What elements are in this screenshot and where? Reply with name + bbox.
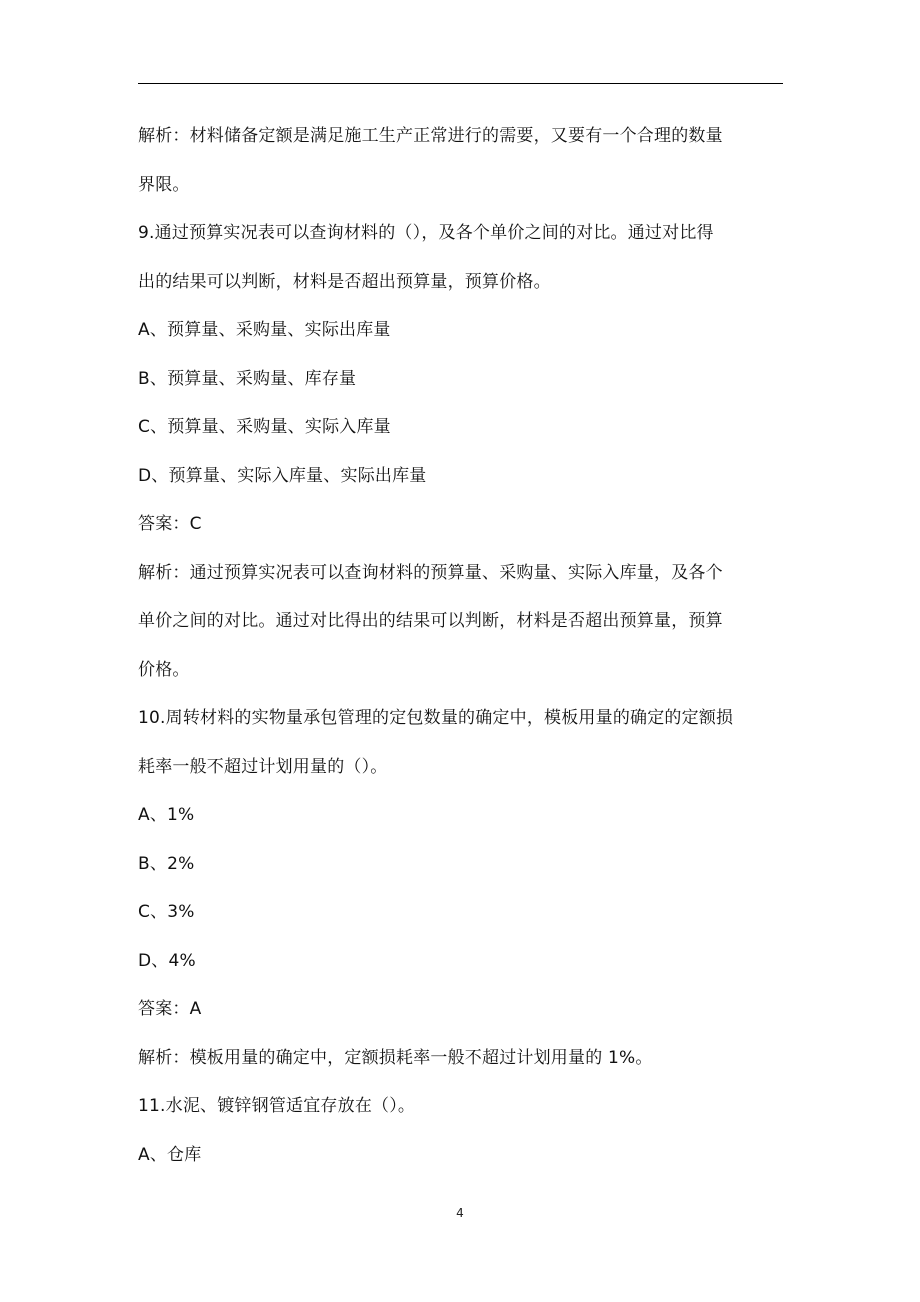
option-d: D、4% — [138, 950, 196, 971]
answer-line: 答案：C — [138, 514, 202, 534]
option-b: B、预算量、采购量、库存量 — [138, 368, 357, 389]
explanation-line: 解析：模板用量的确定中，定额损耗率一般不超过计划用量的 1%。 — [138, 1047, 653, 1068]
text-line: 解析：材料储备定额是满足施工生产正常进行的需要，又要有一个合理的数量 — [138, 126, 723, 146]
option-b: B、2% — [138, 853, 195, 874]
option-a: A、1% — [138, 805, 195, 825]
page-number: 4 — [456, 1206, 464, 1220]
question-line: 11.水泥、镀锌钢管适宜存放在（）。 — [138, 1096, 416, 1116]
option-a: A、仓库 — [138, 1144, 202, 1165]
text-line: 单价之间的对比。通过对比得出的结果可以判断，材料是否超出预算量，预算 — [138, 611, 723, 631]
question-line: 10.周转材料的实物量承包管理的定包数量的确定中，模板用量的确定的定额损 — [138, 708, 734, 728]
answer-line: 答案：A — [138, 999, 202, 1019]
question-line: 9.通过预算实况表可以查询材料的（），及各个单价之间的对比。通过对比得 — [138, 223, 714, 243]
document-body — [138, 112, 783, 1179]
option-c: C、3% — [138, 902, 195, 922]
explanation-line: 解析：通过预算实况表可以查询材料的预算量、采购量、实际入库量，及各个 — [138, 562, 723, 583]
option-a: A、预算量、采购量、实际出库量 — [138, 320, 391, 340]
option-c: C、预算量、采购量、实际入库量 — [138, 417, 391, 437]
text-line: 价格。 — [138, 659, 190, 680]
text-line: 耗率一般不超过计划用量的（）。 — [138, 756, 388, 777]
text-line: 出的结果可以判断，材料是否超出预算量，预算价格。 — [138, 271, 551, 292]
text-line: 界限。 — [138, 174, 190, 195]
header-rule — [138, 83, 783, 84]
option-d: D、预算量、实际入库量、实际出库量 — [138, 465, 427, 486]
